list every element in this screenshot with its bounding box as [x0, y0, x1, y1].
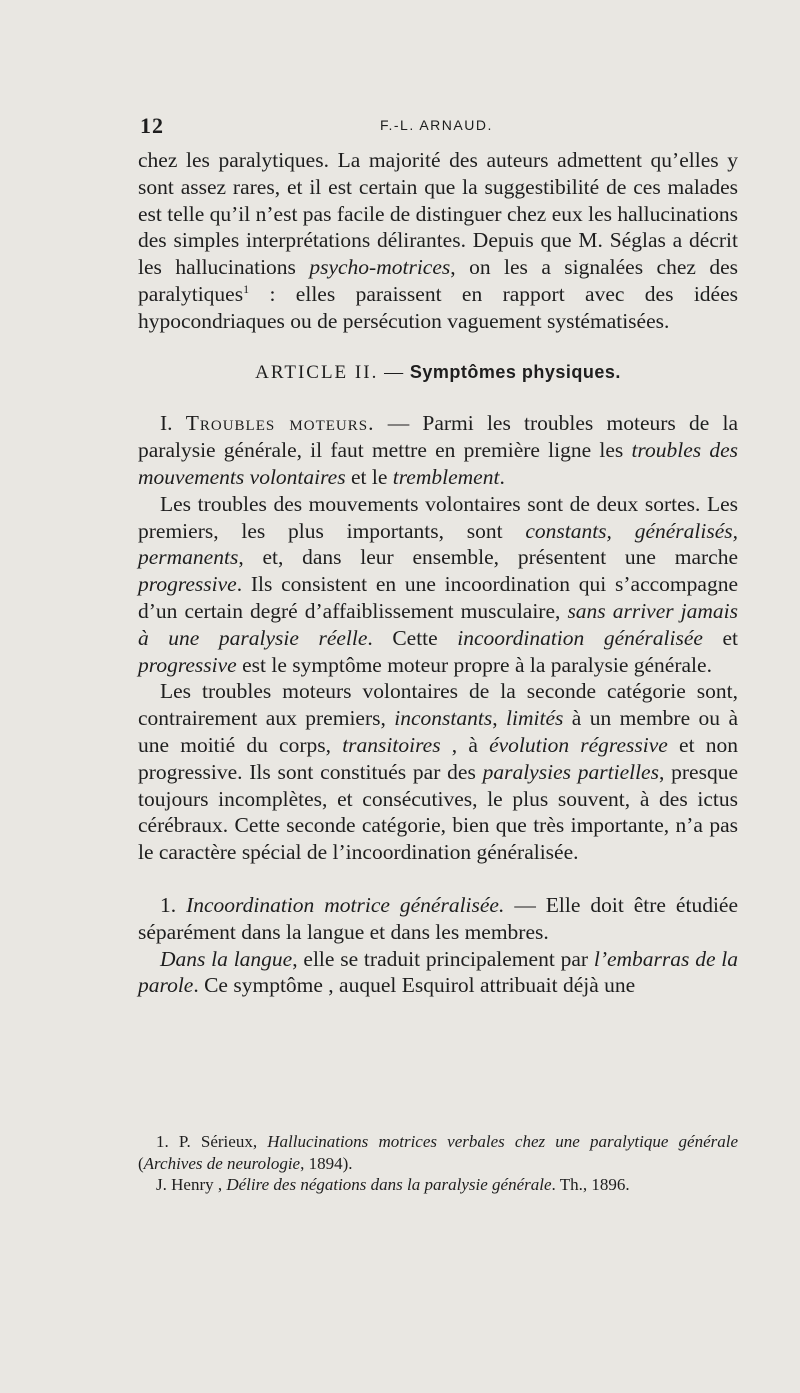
text-run: 1. P. Sérieux,	[156, 1132, 268, 1151]
text-run: , on les a signalées chez des paralytiques	[138, 255, 738, 306]
article-label: ARTICLE II.	[255, 361, 379, 383]
item-number: 1.	[160, 892, 187, 917]
italic-run: inconstants	[394, 706, 493, 731]
italic-run: progressive	[138, 572, 237, 597]
italic-run: paralysies partielles	[482, 759, 659, 784]
text-run: Les troubles moteurs volontaires de la seconde catégorie sont, contrairement aux premiers,	[138, 679, 738, 731]
footnote-1	[138, 1131, 738, 1174]
text-run: Les troubles des mouvements volontaires sont de deux sortes. Les premiers, les plus importants, sont	[138, 491, 738, 543]
italic-run: évolution régressive	[489, 732, 668, 757]
text-run: . Ce symptôme , auquel Esquirol attribuait déjà une	[193, 973, 636, 998]
italic-run: transitoires	[342, 732, 441, 757]
text-run: J. Henry ,	[156, 1175, 227, 1194]
italic-run: progressive	[138, 652, 237, 677]
article-title: Symptômes physiques.	[409, 361, 621, 382]
italic-run: limités	[506, 706, 564, 731]
running-head: F.-L. ARNAUD.	[380, 117, 493, 133]
text-run: — Elle doit être étudiée séparément dans la langue et dans les membres.	[138, 892, 738, 944]
section-heading: Troubles moteurs.	[185, 411, 375, 436]
text-run: .	[499, 464, 505, 489]
page-body	[138, 147, 738, 999]
text-run: (	[138, 1153, 144, 1173]
italic-run: incoordination généralisée	[457, 625, 703, 650]
article-heading	[138, 359, 738, 387]
text-run: , à	[440, 732, 490, 757]
page-number: 12	[140, 113, 164, 138]
intro-paragraph	[138, 147, 738, 335]
text-run: , elle se traduit principalement par	[292, 946, 594, 971]
italic-run: constants, généralisés, permanents	[138, 518, 738, 570]
text-run: , et, dans leur ensemble, présentent une marche	[238, 545, 738, 570]
text-run: ,	[492, 706, 507, 731]
text-run: et non progressive. Ils sont constitués par des	[138, 732, 738, 784]
italic-run: Incoordination motrice généralisée.	[186, 892, 505, 917]
text-run: chez les paralytiques. La majorité des auteurs admettent qu’elles y sont assez rares, et il est certain que la suggestibilité de ces malades est telle qu’il n’est pas facile de distinguer chez eux les hallucinations des simples interprétations délirantes. Depuis que M. Séglas a décrit les hallucinations	[138, 148, 739, 280]
italic-run: troubles des mouvements volontaires	[138, 438, 738, 489]
footnote-marker: 1	[243, 281, 250, 296]
second-category-paragraph	[138, 678, 738, 866]
langue-paragraph	[138, 946, 738, 1000]
section-paragraph	[138, 410, 738, 490]
section-number: I.	[160, 411, 186, 436]
italic-run: tremblement	[392, 464, 500, 489]
text-run: . Th., 1896.	[551, 1175, 630, 1194]
italic-run: psycho-motrices	[309, 255, 451, 280]
footnote-2	[138, 1174, 738, 1196]
text-run: à un membre ou à une moitié du corps,	[138, 706, 738, 757]
italic-run: Archives de neurologie	[143, 1153, 301, 1173]
types-paragraph	[138, 491, 738, 679]
italic-run: sans arriver jamais à une paralysie réelle	[138, 598, 739, 650]
italic-run: Hallucinations motrices verbales chez une paralytique générale	[267, 1132, 738, 1151]
italic-run: l’embarras de la parole	[138, 946, 739, 998]
text-run: , presque toujours incomplètes, et consécutives, le plus souvent, à des ictus cérébraux. Cette seconde catégorie, bien que très importante, n’a pas le caractère spécial de l’incoordination généralisée.	[138, 759, 738, 865]
text-run: . Ils consistent en une incoordination qui s’accompagne d’un certain degré d’affaiblissement musculaire,	[138, 572, 738, 623]
incoordination-paragraph	[138, 892, 738, 946]
text-run: : elles paraissent en rapport avec des idées hypocondriaques ou de persécution vaguement systématisées.	[138, 281, 738, 333]
text-run: . Cette	[367, 625, 458, 650]
text-run: , 1894).	[300, 1153, 353, 1173]
text-run: et le	[345, 464, 393, 489]
italic-run: Dans la langue	[160, 946, 293, 971]
page-header	[140, 113, 740, 143]
text-run: est le symptôme moteur propre à la paralysie générale.	[236, 652, 712, 677]
text-run: et	[702, 625, 738, 650]
article-dash: —	[378, 361, 410, 383]
text-run: — Parmi les troubles moteurs de la paralysie générale, il faut mettre en première ligne les	[138, 411, 738, 463]
footnotes	[138, 1131, 738, 1196]
italic-run: Délire des négations dans la paralysie générale	[226, 1175, 552, 1194]
